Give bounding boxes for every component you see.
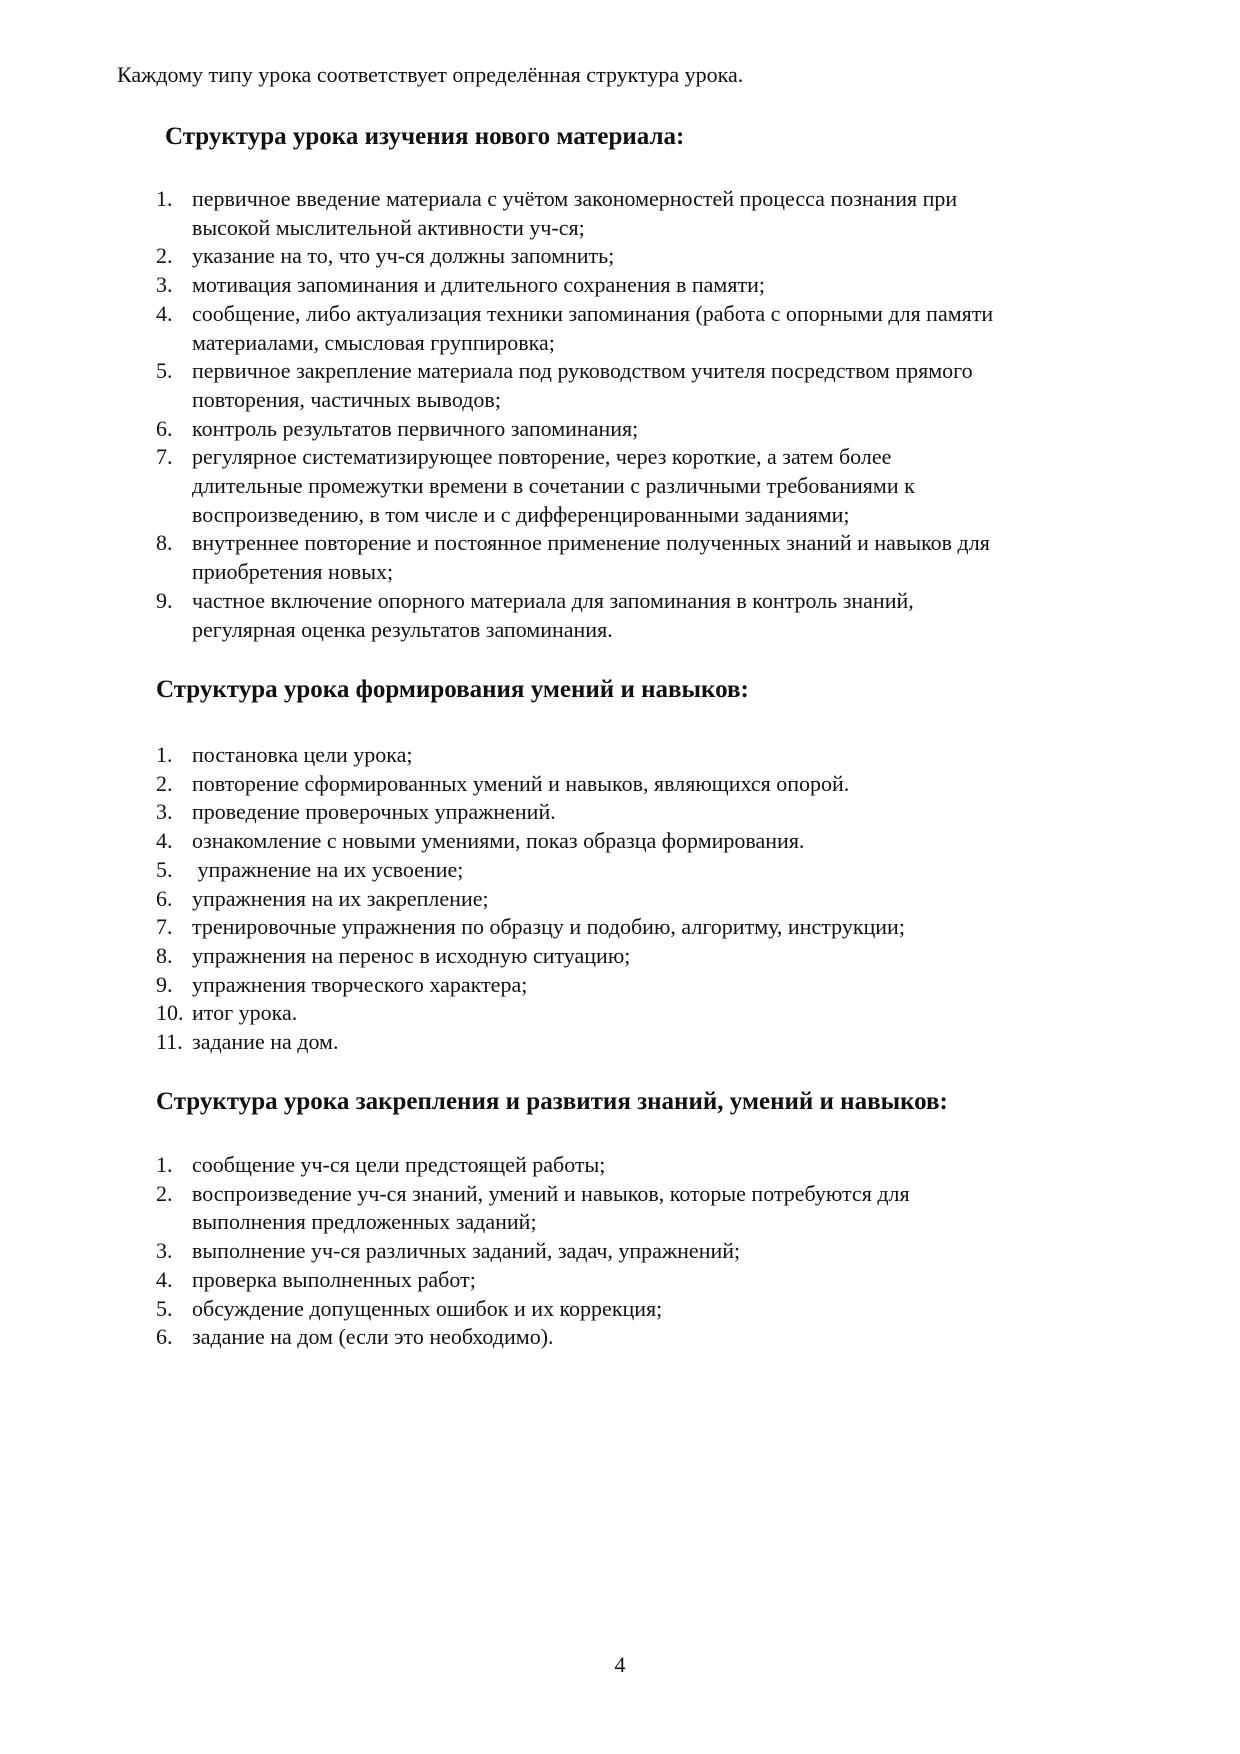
list-item-text: выполнения предложенных заданий; [192, 1209, 537, 1235]
list-item-number: 8. [156, 530, 173, 556]
list-item-text: контроль результатов первичного запоминания; [192, 415, 639, 441]
list-item-number: 1. [156, 1152, 173, 1177]
list-item-text: проверка выполненных работ; [192, 1266, 476, 1292]
list-item-text: первичное введение материала с учётом закономерностей процесса познания при [192, 186, 958, 211]
list-item [156, 300, 993, 357]
list-item-number: 4. [156, 300, 173, 326]
list-item-number: 10. [156, 1000, 184, 1026]
list-item-text: воспроизведению, в том числе и с дифференцированными заданиями; [192, 501, 850, 527]
list-item-number: 4. [156, 1266, 173, 1292]
list-item-number: 6. [156, 1324, 173, 1350]
list-item-number: 11. [156, 1029, 183, 1055]
list-item-number: 1. [156, 742, 173, 767]
list-item-number: 7. [156, 914, 173, 940]
list-item-text: указание на то, что уч-ся должны запомнить; [192, 243, 615, 269]
list-item [156, 741, 905, 770]
list-item [156, 942, 905, 971]
list-item-number: 3. [156, 272, 173, 298]
list-item-text: регулярное систематизирующее повторение, через короткие, а затем более [192, 444, 892, 470]
list-item [156, 798, 905, 827]
list-item [156, 770, 905, 799]
list-new-material [156, 185, 993, 644]
list-item [156, 415, 993, 444]
list-item-text: частное включение опорного материала для запоминания в контроль знаний, [192, 587, 914, 613]
list-item-text: воспроизведение уч-ся знаний, умений и навыков, которые потребуются для [192, 1180, 910, 1206]
section-heading-consolidation: Структура урока закрепления и развития знаний, умений и навыков: [156, 1088, 948, 1115]
list-item-text: задание на дом (если это необходимо). [192, 1324, 554, 1350]
list-item-text: внутреннее повторение и постоянное применение полученных знаний и навыков для [192, 530, 990, 556]
list-item-number: 1. [156, 186, 173, 211]
list-item [156, 999, 905, 1028]
list-item [156, 885, 905, 914]
list-item-number: 2. [156, 770, 173, 796]
list-item-text: ознакомление с новыми умениями, показ образца формирования. [192, 828, 805, 854]
list-item-text: повторение сформированных умений и навыков, являющихся опорой. [192, 770, 850, 796]
list-item-number: 5. [156, 1295, 173, 1321]
list-item [156, 1266, 910, 1295]
list-item-text: упражнения на перенос в исходную ситуацию; [192, 942, 631, 968]
section-heading-skills: Структура урока формирования умений и навыков: [156, 676, 749, 703]
list-item-number: 3. [156, 799, 173, 825]
list-item-text: тренировочные упражнения по образцу и подобию, алгоритму, инструкции; [192, 914, 905, 940]
list-item-text: сообщение уч-ся цели предстоящей работы; [192, 1152, 606, 1177]
list-item-text: упражнения на их закрепление; [192, 885, 489, 911]
list-item [156, 827, 905, 856]
list-item-text: задание на дом. [192, 1029, 339, 1055]
list-item-text: повторения, частичных выводов; [192, 386, 501, 412]
list-item-text: высокой мыслительной активности уч-ся; [192, 214, 585, 240]
list-item-number: 4. [156, 828, 173, 854]
list-item-text: обсуждение допущенных ошибок и их коррекция; [192, 1295, 663, 1321]
list-item-text: материалами, смысловая группировка; [192, 329, 555, 355]
list-item-text: выполнение уч-ся различных заданий, задач, упражнений; [192, 1238, 741, 1264]
list-item-number: 7. [156, 444, 173, 470]
list-item [156, 185, 993, 242]
list-item-number: 9. [156, 971, 173, 997]
list-item-text: итог урока. [192, 1000, 298, 1026]
list-item-text: проведение проверочных упражнений. [192, 799, 556, 825]
list-item [156, 357, 993, 414]
list-item-number: 9. [156, 587, 173, 613]
list-item-text: упражнение на их усвоение; [192, 856, 464, 882]
list-item-text: приобретения новых; [192, 559, 394, 585]
list-item [156, 1237, 910, 1266]
list-item-number: 2. [156, 243, 173, 269]
intro-paragraph: Каждому типу урока соответствует определённая структура урока. [117, 62, 744, 87]
list-item-number: 5. [156, 856, 173, 882]
list-item-text: первичное закрепление материала под руководством учителя посредством прямого [192, 358, 973, 384]
list-item [156, 271, 993, 300]
list-item [156, 1180, 910, 1237]
list-item-number: 6. [156, 885, 173, 911]
list-item [156, 242, 993, 271]
list-item [156, 1295, 910, 1324]
list-item-text: сообщение, либо актуализация техники запоминания (работа с опорными для памяти [192, 300, 994, 326]
list-consolidation [156, 1151, 910, 1352]
list-item [156, 1028, 905, 1057]
list-item-number: 8. [156, 942, 173, 968]
list-skills [156, 741, 905, 1057]
list-item [156, 856, 905, 885]
section-heading-new-material: Структура урока изучения нового материала: [165, 123, 685, 150]
list-item [156, 913, 905, 942]
list-item [156, 1151, 910, 1180]
list-item [156, 529, 993, 586]
list-item-text: упражнения творческого характера; [192, 971, 528, 997]
list-item-number: 6. [156, 415, 173, 441]
list-item-text: постановка цели урока; [192, 742, 413, 767]
list-item-text: длительные промежутки времени в сочетании с различными требованиями к [192, 473, 915, 499]
list-item [156, 587, 993, 644]
list-item-number: 2. [156, 1180, 173, 1206]
list-item-text: мотивация запоминания и длительного сохранения в памяти; [192, 272, 765, 298]
list-item [156, 1323, 910, 1352]
list-item-text: регулярная оценка результатов запоминания. [192, 616, 613, 642]
page-number: 4 [614, 1652, 626, 1677]
list-item [156, 971, 905, 1000]
list-item-number: 3. [156, 1238, 173, 1264]
list-item [156, 443, 993, 529]
list-item-number: 5. [156, 358, 173, 384]
